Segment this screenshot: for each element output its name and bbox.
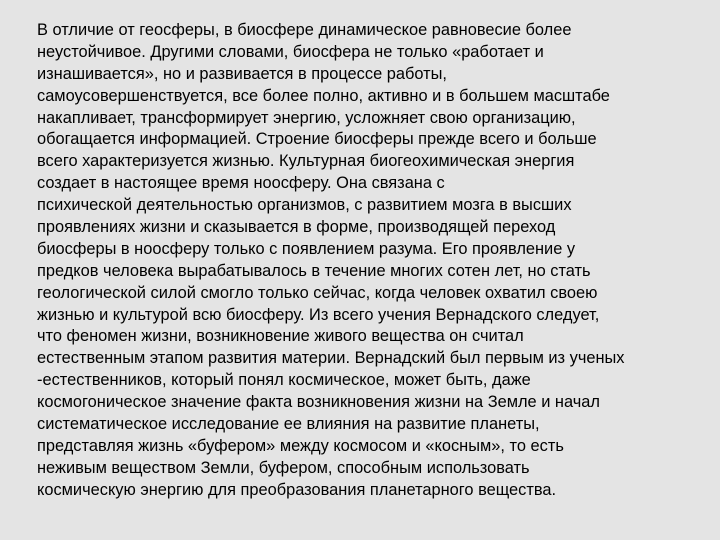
text-line: предков человека вырабатывалось в течение многих сотен лет, но стать [37,261,591,280]
text-line: проявлениях жизни и сказывается в форме, производящей переход [37,218,556,237]
text-line: неживым веществом Земли, буфером, способным использовать [37,458,530,477]
text-line: изнашивается», но и развивается в процессе работы, [37,64,447,83]
text-line: биосферы в ноосферу только с появлением разума. Его проявление у [37,239,576,258]
text-line: космогоническое значение факта возникновения жизни на Земле и начал [37,393,600,412]
text-line: представляя жизнь «буфером» между космосом и «косным», то есть [37,436,564,455]
text-line: космическую энергию для преобразования планетарного вещества. [37,480,557,499]
text-line: накапливает, трансформирует энергию, усложняет свою организацию, [37,108,576,127]
text-line: естественным этапом развития материи. Вернадский был первым из ученых [37,349,625,368]
text-line: -естественников, который понял космическое, может быть, даже [37,371,531,390]
text-line: жизнью и культурой всю биосферу. Из всего учения Вернадского следует, [37,305,600,324]
text-line: геологической силой смогло только сейчас, когда человек охватил своею [37,283,598,302]
text-line: В отличие от геосферы, в биосфере динамическое равновесие более [37,21,572,39]
text-line: психической деятельностью организмов, с развитием мозга в высших [37,196,572,215]
text-line: самоусовершенствуется, все более полно, активно и в большем масштабе [37,86,610,105]
text-line: систематическое исследование ее влияния на развитие планеты, [37,415,540,434]
text-line: что феномен жизни, возникновение живого вещества он считал [37,327,524,346]
text-line: создает в настоящее время ноосферу. Она связана с [37,174,445,193]
text-line: неустойчивое. Другими словами, биосфера не только «работает и [37,42,544,61]
paragraph-text [37,20,697,502]
text-line: обогащается информацией. Строение биосферы прежде всего и больше [37,130,597,149]
text-line: всего характеризуется жизнью. Культурная биогеохимическая энергия [37,152,575,171]
